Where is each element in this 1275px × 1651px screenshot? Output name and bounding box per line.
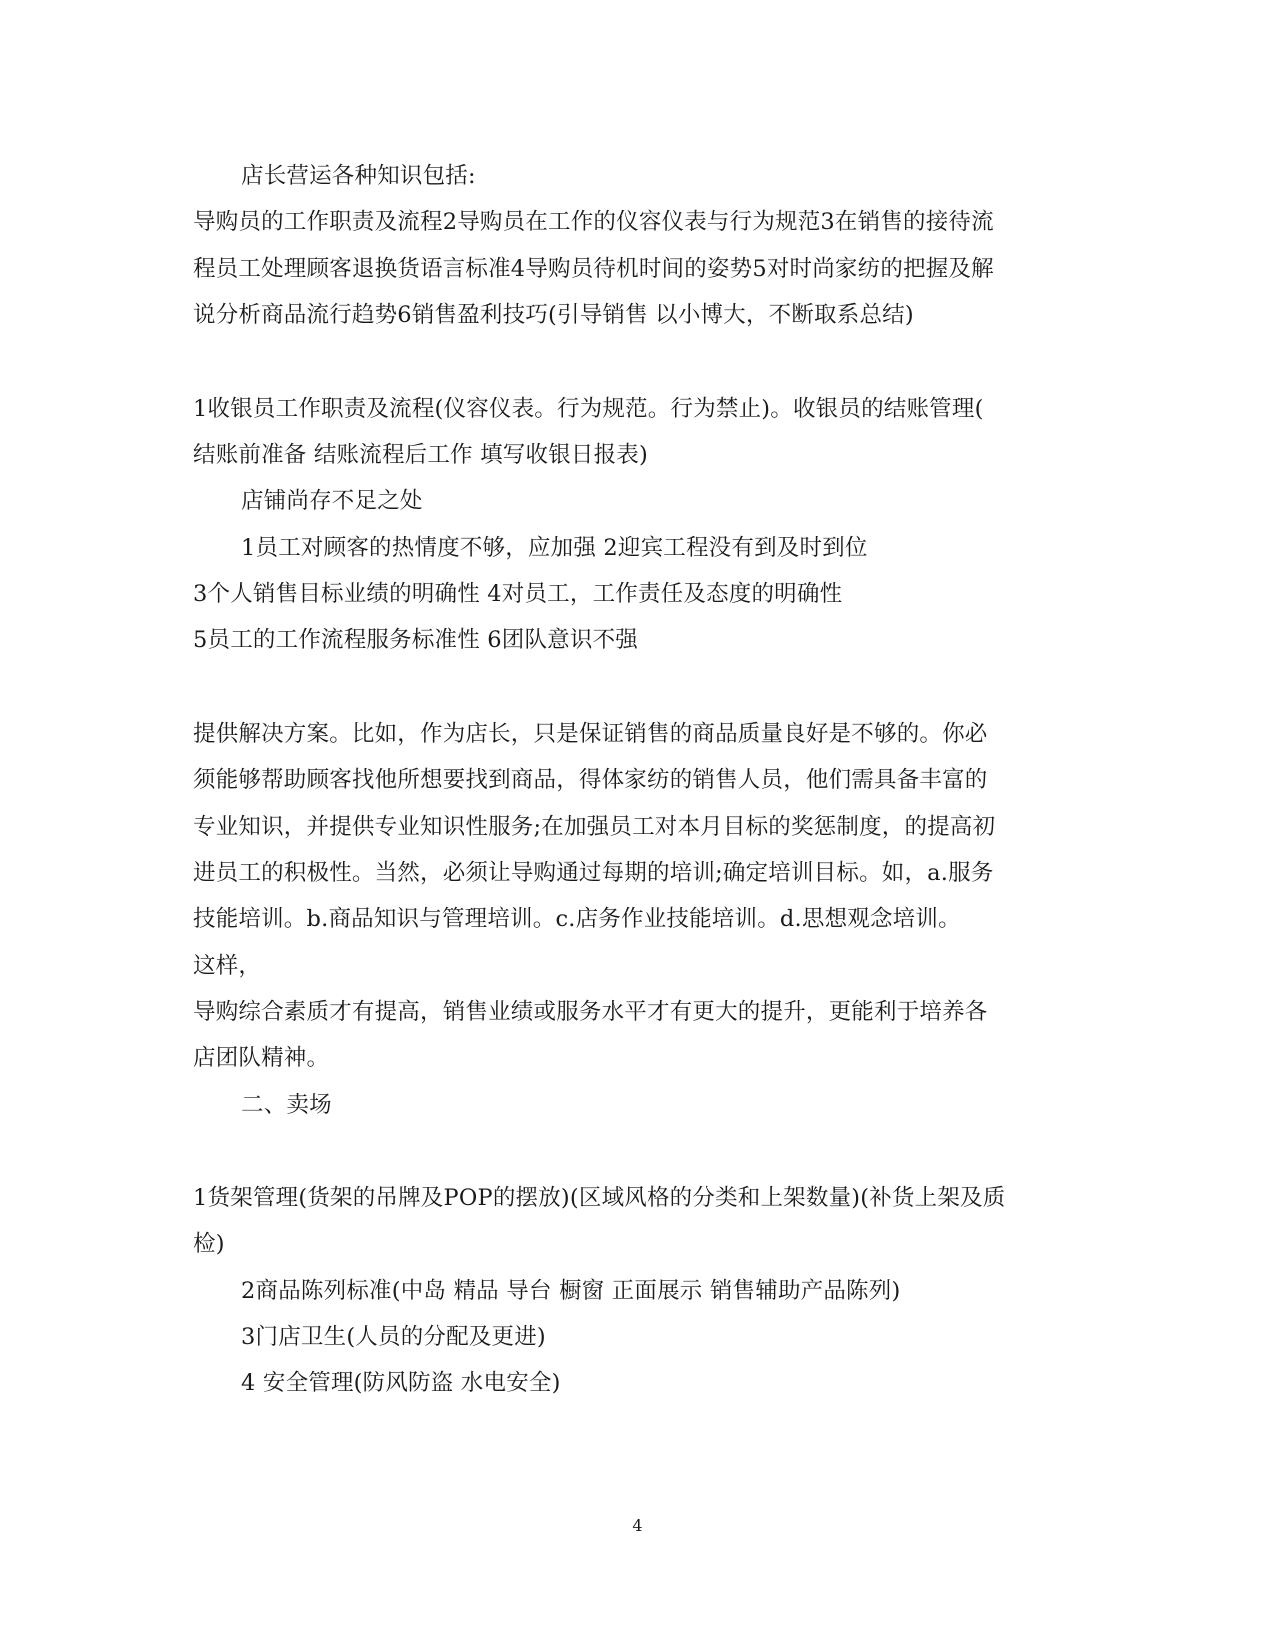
paragraph-heading: 店铺尚存不足之处 xyxy=(241,488,423,514)
text-line: 进员工的积极性。当然，必须让导购通过每期的培训;确定培训目标。如，a.服务 xyxy=(193,860,994,886)
text-line: 技能培训。b.商品知识与管理培训。c.店务作业技能培训。d.思想观念培训。 xyxy=(193,906,961,932)
text-line: 1员工对顾客的热情度不够，应加强 2迎宾工程没有到及时到位 xyxy=(241,535,868,561)
text-line: 结账前准备 结账流程后工作 填写收银日报表) xyxy=(193,442,648,468)
page-number: 4 xyxy=(632,1516,643,1535)
text-line: 检) xyxy=(193,1231,225,1257)
text-line: 1货架管理(货架的吊牌及POP的摆放)(区域风格的分类和上架数量)(补货上架及质 xyxy=(193,1185,1006,1211)
text-line: 1收银员工作职责及流程(仪容仪表。行为规范。行为禁止)。收银员的结账管理( xyxy=(193,396,984,422)
text-line: 说分析商品流行趋势6销售盈利技巧(引导销售 以小博大，不断取系总结) xyxy=(193,302,914,328)
text-line: 5员工的工作流程服务标准性 6团队意识不强 xyxy=(193,627,638,653)
text-line: 3门店卫生(人员的分配及更进) xyxy=(241,1324,546,1350)
text-line: 专业知识，并提供专业知识性服务;在加强员工对本月目标的奖惩制度，的提高初 xyxy=(193,814,996,840)
text-line: 程员工处理顾客退换货语言标准4导购员待机时间的姿势5对时尚家纺的把握及解 xyxy=(193,256,994,282)
text-line: 4 安全管理(防风防盗 水电安全) xyxy=(241,1370,561,1396)
text-line: 3个人销售目标业绩的明确性 4对员工，工作责任及态度的明确性 xyxy=(193,581,843,607)
paragraph-heading: 店长营运各种知识包括: xyxy=(241,163,476,189)
text-line: 导购员的工作职责及流程2导购员在工作的仪容仪表与行为规范3在销售的接待流 xyxy=(193,209,994,235)
text-line: 提供解决方案。比如，作为店长，只是保证销售的商品质量良好是不够的。你必 xyxy=(193,721,988,747)
text-line: 这样， xyxy=(193,953,262,979)
section-heading: 二、卖场 xyxy=(241,1092,332,1118)
text-line: 店团队精神。 xyxy=(193,1045,330,1071)
text-line: 须能够帮助顾客找他所想要找到商品，得体家纺的销售人员，他们需具备丰富的 xyxy=(193,767,988,793)
text-line: 导购综合素质才有提高，销售业绩或服务水平才有更大的提升，更能利于培养各 xyxy=(193,999,988,1025)
text-line: 2商品陈列标准(中岛 精品 导台 橱窗 正面展示 销售辅助产品陈列) xyxy=(241,1278,901,1304)
